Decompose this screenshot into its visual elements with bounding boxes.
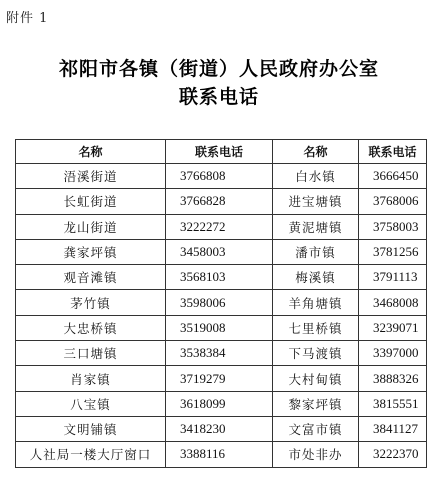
- header-name-right: 名称: [273, 140, 359, 164]
- town-name: 观音滩镇: [16, 265, 166, 290]
- town-name: 龙山街道: [16, 214, 166, 239]
- header-name-left: 名称: [16, 140, 166, 164]
- phone-number: 3841127: [359, 416, 427, 441]
- table-row: [16, 290, 427, 315]
- phone-number: 3397000: [359, 341, 427, 366]
- phone-number: 3468008: [359, 290, 427, 315]
- phone-number: 3815551: [359, 391, 427, 416]
- table-row: [16, 239, 427, 264]
- town-name: 人社局一楼大厅窗口: [16, 442, 166, 467]
- phone-number: 3222370: [359, 442, 427, 467]
- town-name: 文明铺镇: [16, 416, 166, 441]
- town-name: 梅溪镇: [273, 265, 359, 290]
- phone-number: 3388116: [166, 442, 273, 467]
- table-header-row: [16, 140, 427, 164]
- phone-number: 3598006: [166, 290, 273, 315]
- phone-number: 3781256: [359, 239, 427, 264]
- table-row: [16, 315, 427, 340]
- phone-number: 3719279: [166, 366, 273, 391]
- phone-number: 3791113: [359, 265, 427, 290]
- town-name: 七里桥镇: [273, 315, 359, 340]
- town-name: 下马渡镇: [273, 341, 359, 366]
- table-row: [16, 366, 427, 391]
- table-row: [16, 189, 427, 214]
- phone-number: 3222272: [166, 214, 273, 239]
- town-name: 进宝塘镇: [273, 189, 359, 214]
- phone-number: 3538384: [166, 341, 273, 366]
- table-row: [16, 341, 427, 366]
- town-name: 浯溪街道: [16, 164, 166, 189]
- document-title: [0, 56, 438, 110]
- town-name: 八宝镇: [16, 391, 166, 416]
- phone-number: 3666450: [359, 164, 427, 189]
- phone-number: 3766828: [166, 189, 273, 214]
- phone-number: 3768006: [359, 189, 427, 214]
- town-name: 大村甸镇: [273, 366, 359, 391]
- contact-phone-table: [15, 139, 427, 468]
- phone-number: 3758003: [359, 214, 427, 239]
- town-name: 文富市镇: [273, 416, 359, 441]
- phone-number: 3888326: [359, 366, 427, 391]
- town-name: 龚家坪镇: [16, 239, 166, 264]
- table-row: [16, 416, 427, 441]
- table-row: [16, 391, 427, 416]
- phone-number: 3519008: [166, 315, 273, 340]
- table-row: [16, 214, 427, 239]
- phone-number: 3618099: [166, 391, 273, 416]
- table-row: [16, 164, 427, 189]
- town-name: 肖家镇: [16, 366, 166, 391]
- table-row: [16, 265, 427, 290]
- phone-number: 3458003: [166, 239, 273, 264]
- town-name: 羊角塘镇: [273, 290, 359, 315]
- title-line-1: 祁阳市各镇（街道）人民政府办公室: [58, 58, 379, 80]
- header-phone-left: 联系电话: [166, 140, 273, 164]
- table-row: [16, 442, 427, 467]
- phone-number: 3766808: [166, 164, 273, 189]
- town-name: 茅竹镇: [16, 290, 166, 315]
- town-name: 黄泥塘镇: [273, 214, 359, 239]
- phone-number: 3239071: [359, 315, 427, 340]
- attachment-label: 附件 1: [6, 11, 49, 26]
- town-name: 大忠桥镇: [16, 315, 166, 340]
- town-name: 潘市镇: [273, 239, 359, 264]
- phone-number: 3568103: [166, 265, 273, 290]
- town-name: 三口塘镇: [16, 341, 166, 366]
- town-name: 黎家坪镇: [273, 391, 359, 416]
- town-name: 市处非办: [273, 442, 359, 467]
- title-line-2: 联系电话: [178, 86, 259, 108]
- header-phone-right: 联系电话: [359, 140, 427, 164]
- town-name: 白水镇: [273, 164, 359, 189]
- phone-number: 3418230: [166, 416, 273, 441]
- town-name: 长虹街道: [16, 189, 166, 214]
